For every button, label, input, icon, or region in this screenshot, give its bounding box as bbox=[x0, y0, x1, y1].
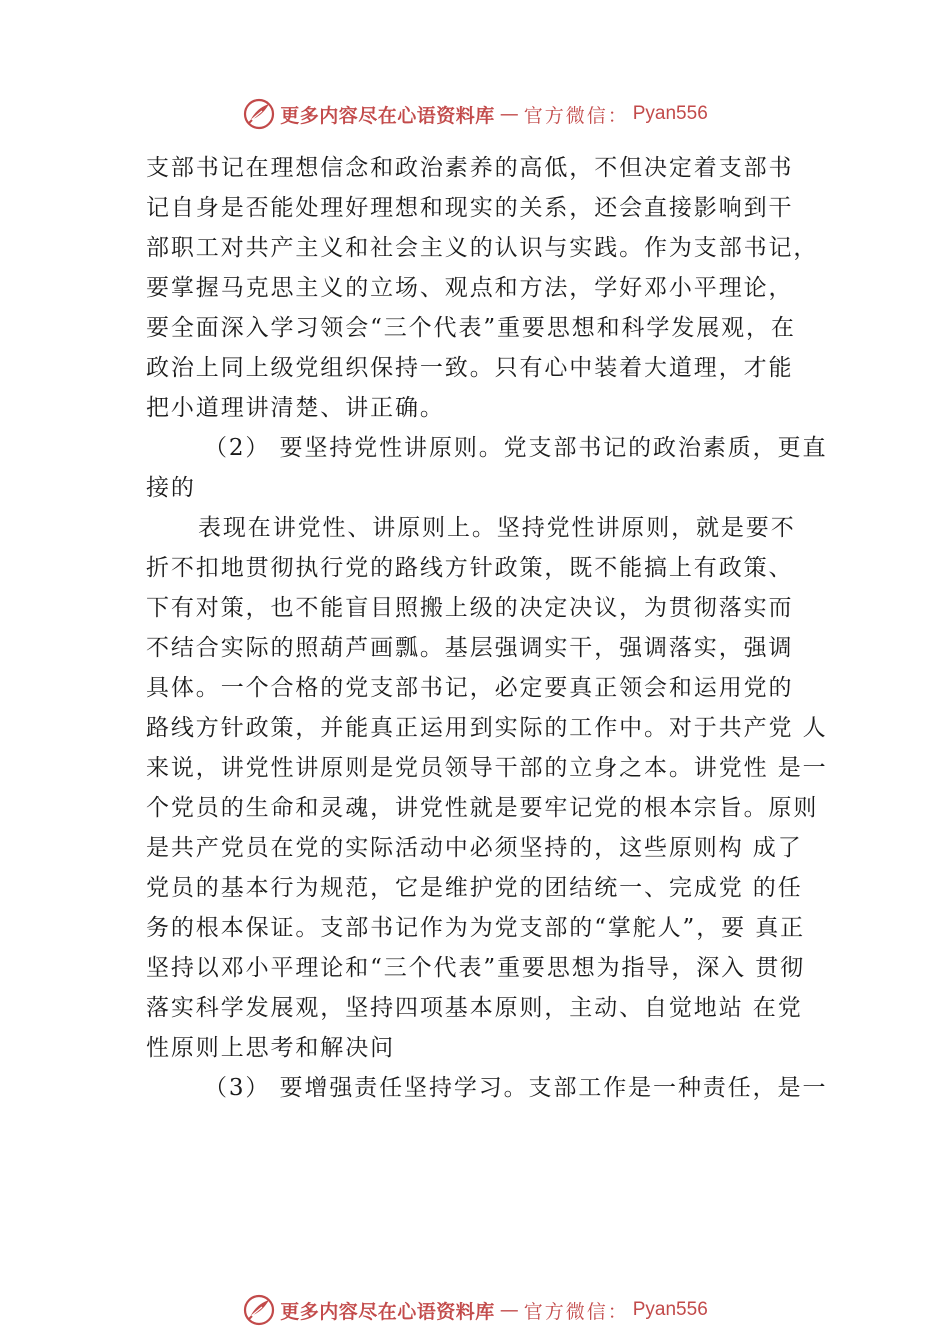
text-line: 性原则上思考和解决问 bbox=[146, 1035, 395, 1061]
section-heading-3: （3） 要增强责任坚持学习。支部工作是一种责任，是一 bbox=[204, 1075, 828, 1101]
text-line: 把小道理讲清楚、讲正确。 bbox=[146, 395, 445, 421]
header-banner bbox=[0, 96, 950, 132]
text-line: 是共产党员在党的实际活动中必须坚持的，这些原则构 成了 bbox=[146, 835, 803, 861]
footer-banner bbox=[0, 1292, 950, 1328]
text-line: 表现在讲党性、讲原则上。坚持党性讲原则，就是要不 bbox=[198, 515, 796, 541]
text-line: 要掌握马克思主义的立场、观点和方法，学好邓小平理论， bbox=[146, 275, 794, 301]
text-line: 下有对策，也不能盲目照搬上级的决定决议，为贯彻落实而 bbox=[146, 595, 794, 621]
text-line: 务的根本保证。支部书记作为为党支部的“掌舵人”，要 真正 bbox=[146, 915, 806, 941]
text-line: 路线方针政策，并能真正运用到实际的工作中。对于共产党 人 bbox=[146, 715, 828, 741]
banner-text: 更多内容尽在心语资料库 bbox=[280, 104, 495, 127]
wechat-label: 官方微信： bbox=[523, 104, 629, 127]
text-line: 接的 bbox=[146, 475, 196, 501]
text-line: 落实科学发展观，坚持四项基本原则，主动、自觉地站 在党 bbox=[146, 995, 803, 1021]
text-line: 要全面深入学习领会“三个代表”重要思想和科学发展观，在 bbox=[146, 315, 796, 341]
document-body bbox=[146, 148, 836, 1108]
banner-dash: — bbox=[499, 103, 519, 125]
text-line: 不结合实际的照葫芦画瓢。基层强调实干，强调落实，强调 bbox=[146, 635, 794, 661]
text-line: 部职工对共产主义和社会主义的认识与实践。作为支部书记， bbox=[146, 235, 819, 261]
pen-feather-logo-icon bbox=[242, 1293, 276, 1327]
text-line: 折不扣地贯彻执行党的路线方针政策，既不能搞上有政策、 bbox=[146, 555, 794, 581]
text-line: 党员的基本行为规范，它是维护党的团结统一、完成党 的任 bbox=[146, 875, 803, 901]
banner-text: 更多内容尽在心语资料库 bbox=[280, 1300, 495, 1323]
text-line: 个党员的生命和灵魂，讲党性就是要牢记党的根本宗旨。原则 bbox=[146, 795, 819, 821]
banner-dash: — bbox=[499, 1299, 519, 1321]
text-line: 支部书记在理想信念和政治素养的高低，不但决定着支部书 bbox=[146, 155, 794, 181]
text-line: 记自身是否能处理好理想和现实的关系，还会直接影响到干 bbox=[146, 195, 794, 221]
text-line: 具体。一个合格的党支部书记，必定要真正领会和运用党的 bbox=[146, 675, 794, 701]
text-line: 来说，讲党性讲原则是党员领导干部的立身之本。讲党性 是一 bbox=[146, 755, 828, 781]
text-line: 政治上同上级党组织保持一致。只有心中装着大道理，才能 bbox=[146, 355, 794, 381]
section-heading-2: （2） 要坚持党性讲原则。党支部书记的政治素质，更直 bbox=[204, 435, 828, 461]
wechat-id: Pyan556 bbox=[632, 103, 708, 124]
pen-feather-logo-icon bbox=[242, 97, 276, 131]
wechat-label: 官方微信： bbox=[523, 1300, 629, 1323]
wechat-id: Pyan556 bbox=[632, 1299, 708, 1320]
text-line: 坚持以邓小平理论和“三个代表”重要思想为指导，深入 贯彻 bbox=[146, 955, 806, 981]
